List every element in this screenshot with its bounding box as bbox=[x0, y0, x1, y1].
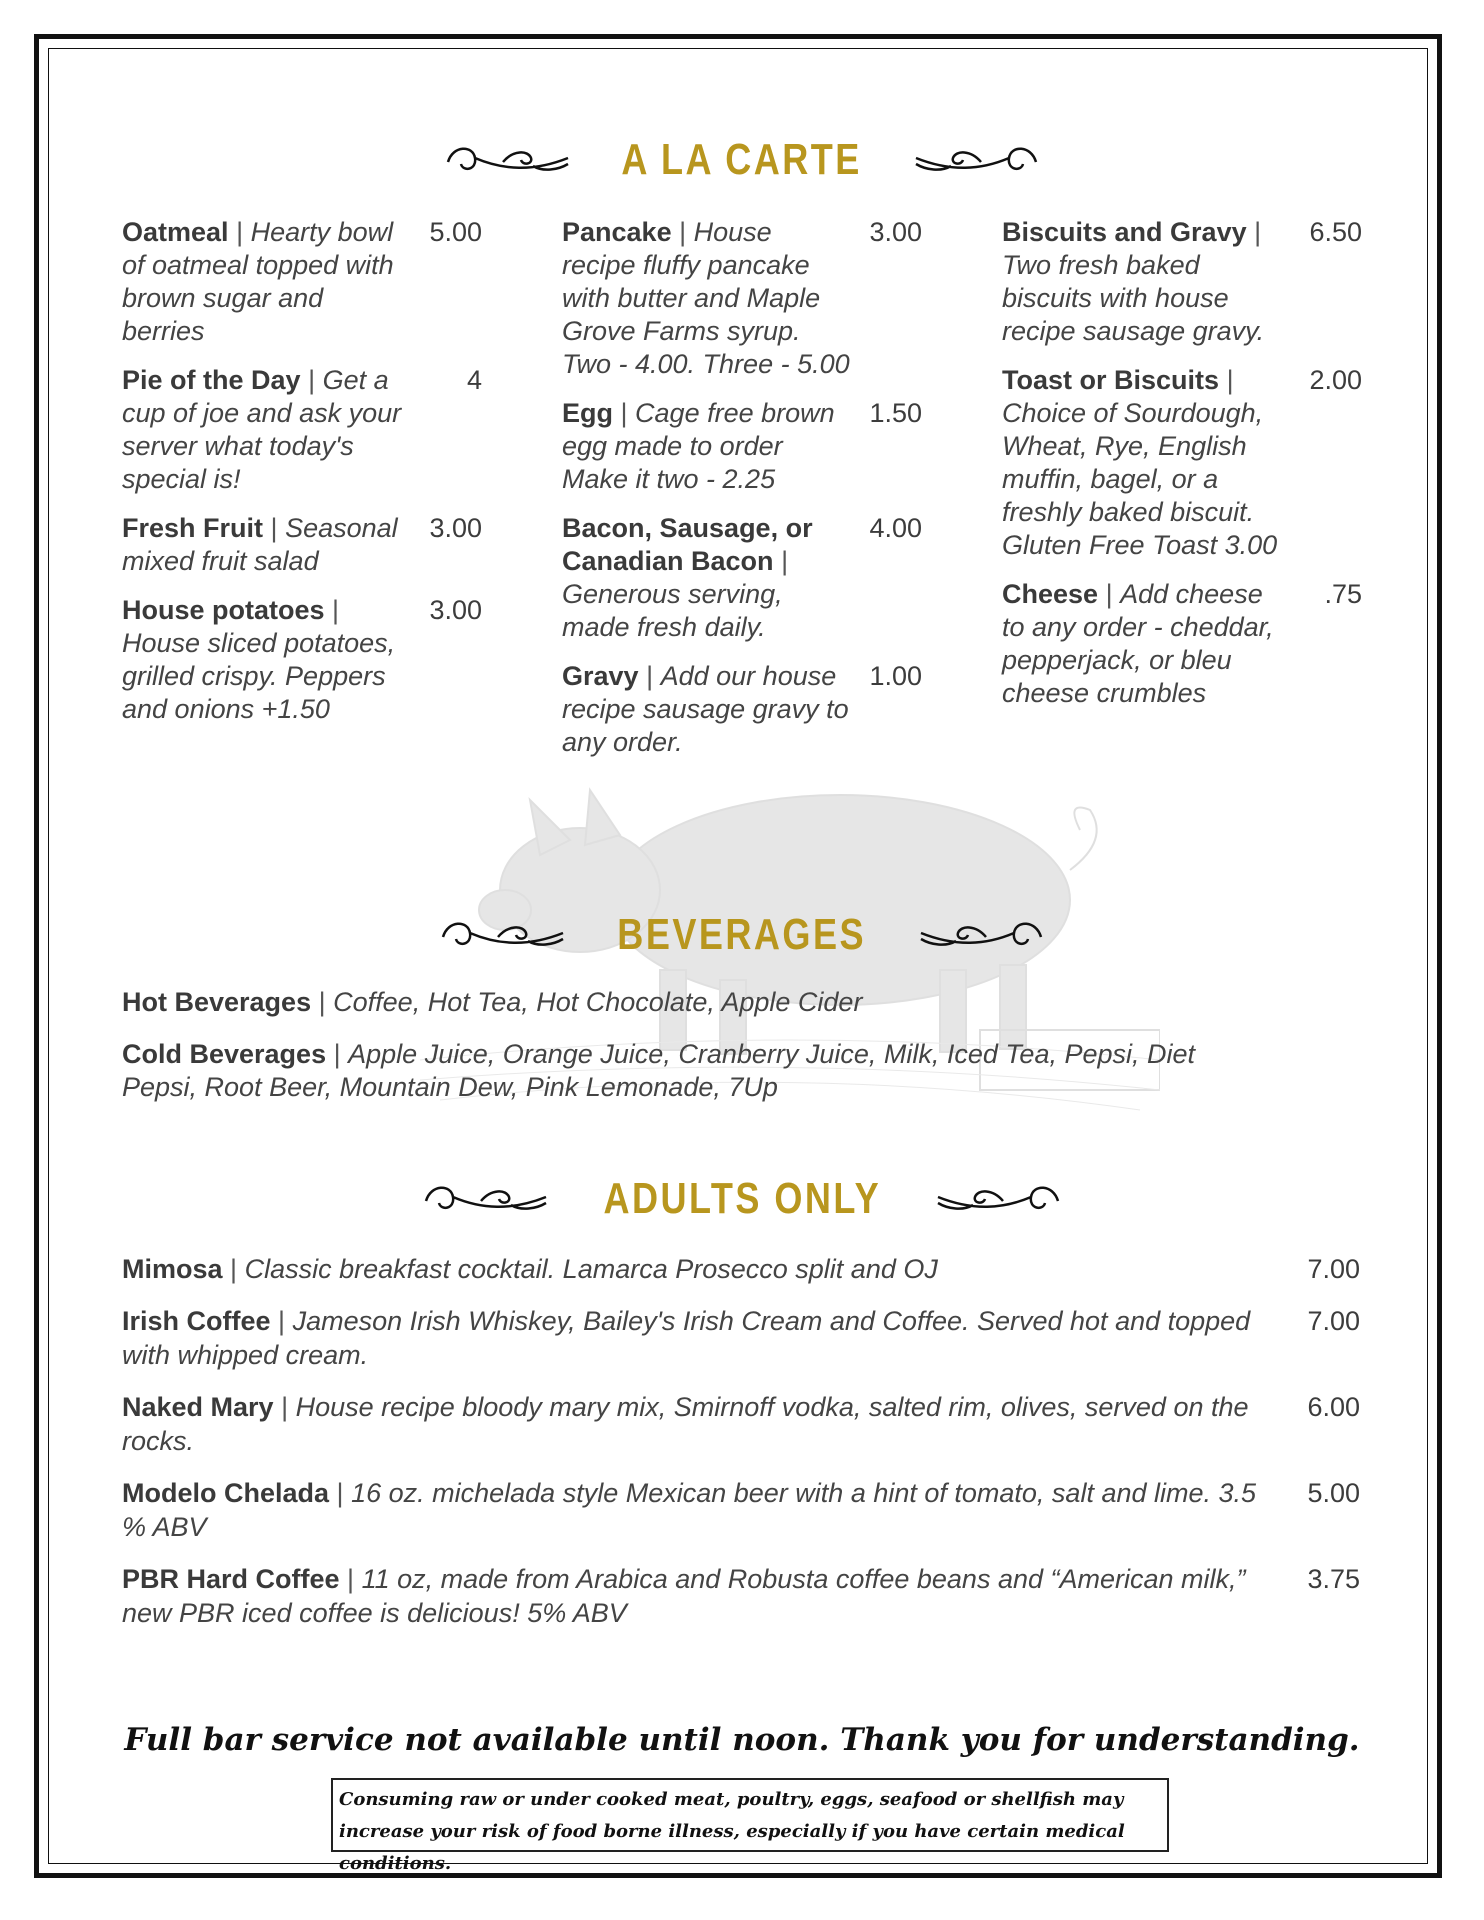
item-name: Irish Coffee bbox=[122, 1306, 271, 1336]
item-desc: Hearty bowl of oatmeal topped with brown sugar and berries bbox=[122, 217, 394, 346]
item-desc: 11 oz, made from Arabica and Robusta coffee beans and “American milk,” new PBR iced coffee is delicious! 5% ABV bbox=[122, 1564, 1246, 1628]
item-name: PBR Hard Coffee bbox=[122, 1564, 340, 1594]
item-desc: Coffee, Hot Tea, Hot Chocolate, Apple Cider bbox=[333, 987, 863, 1017]
flourish-right-icon bbox=[916, 915, 1046, 955]
item-name: Hot Beverages bbox=[122, 987, 312, 1017]
item-desc: Cage free brown egg made to order bbox=[562, 398, 835, 461]
flourish-left-icon bbox=[443, 140, 573, 180]
item-name: Toast or Biscuits bbox=[1002, 365, 1220, 395]
item-price: 6.50 bbox=[1309, 217, 1362, 247]
item-price: 5.00 bbox=[429, 217, 482, 247]
item-desc: Generous serving, made fresh daily. bbox=[562, 579, 783, 642]
menu-item: Mimosa | Classic breakfast cocktail. Lamarca Prosecco split and OJ 7.00 bbox=[122, 1254, 1360, 1284]
item-price: 2.00 bbox=[1309, 365, 1362, 395]
item-desc: Seasonal mixed fruit salad bbox=[122, 513, 398, 576]
adults-only-title: ADULTS ONLY bbox=[603, 1174, 881, 1223]
menu-item: Pancake | House recipe fluffy pancake with butter and Maple Grove Farms syrup. Two - 4.00. Three - 5.00 3.00 bbox=[562, 217, 922, 379]
item-desc: Get a cup of joe and ask your server what today's special is! bbox=[122, 365, 402, 494]
item-desc: Two fresh baked biscuits with house recipe sausage gravy. bbox=[1002, 250, 1265, 346]
item-price: 6.00 bbox=[1307, 1392, 1360, 1422]
item-desc-extra: Make it two - 2.25 bbox=[562, 464, 776, 494]
menu-item: Pie of the Day | Get a cup of joe and ask your server what today's special is! 4 bbox=[122, 365, 482, 494]
flourish-right-icon bbox=[933, 1179, 1063, 1219]
menu-item: Biscuits and Gravy | Two fresh baked biscuits with house recipe sausage gravy. 6.50 bbox=[1002, 217, 1362, 346]
item-price: 3.00 bbox=[429, 595, 482, 625]
beverages-title: BEVERAGES bbox=[617, 910, 867, 959]
bar-service-notice: Full bar service not available until noon. Thank you for understanding. bbox=[124, 1722, 1360, 1758]
menu-item: Irish Coffee | Jameson Irish Whiskey, Bailey's Irish Cream and Coffee. Served hot and topped with whipped cream. 7.00 bbox=[122, 1306, 1360, 1370]
item-name: Mimosa bbox=[122, 1254, 223, 1284]
item-price: 1.50 bbox=[869, 398, 922, 428]
item-price: 7.00 bbox=[1307, 1306, 1360, 1336]
item-price: 1.00 bbox=[869, 661, 922, 691]
item-name: Bacon, Sausage, or Canadian Bacon bbox=[562, 513, 813, 576]
flourish-right-icon bbox=[911, 140, 1041, 180]
item-price: .75 bbox=[1324, 579, 1362, 609]
a-la-carte-heading-row bbox=[0, 135, 1484, 185]
item-name: Pie of the Day bbox=[122, 365, 301, 395]
menu-item: Fresh Fruit | Seasonal mixed fruit salad 3.00 bbox=[122, 513, 482, 576]
item-desc: Jameson Irish Whiskey, Bailey's Irish Cream and Coffee. Served hot and topped with whipped cream. bbox=[122, 1306, 1251, 1370]
item-desc: Add our house recipe sausage gravy to any order. bbox=[562, 661, 849, 757]
beverages-heading-row bbox=[0, 910, 1484, 960]
menu-item: Egg | Cage free brown egg made to order Make it two - 2.25 1.50 bbox=[562, 398, 922, 494]
item-price: 7.00 bbox=[1307, 1254, 1360, 1284]
menu-item: Cheese | Add cheese to any order - cheddar, pepperjack, or bleu cheese crumbles .75 bbox=[1002, 579, 1362, 708]
menu-item: Modelo Chelada | 16 oz. michelada style Mexican beer with a hint of tomato, salt and lime. 3.5 % ABV 5.00 bbox=[122, 1478, 1360, 1542]
item-name: Cold Beverages bbox=[122, 1039, 327, 1069]
item-desc: House recipe fluffy pancake with butter and Maple Grove Farms syrup. Two - 4.00. Three - 5.00 bbox=[562, 217, 850, 379]
menu-item: House potatoes | House sliced potatoes, grilled crispy. Peppers and onions +1.50 3.00 bbox=[122, 595, 482, 724]
a-la-carte-column-1 bbox=[122, 216, 482, 742]
item-price: 5.00 bbox=[1307, 1478, 1360, 1508]
item-price: 3.75 bbox=[1307, 1564, 1360, 1594]
a-la-carte-column-2 bbox=[562, 216, 922, 775]
a-la-carte-column-3 bbox=[1002, 216, 1362, 726]
menu-item: PBR Hard Coffee | 11 oz, made from Arabica and Robusta coffee beans and “American milk,” new PBR iced coffee is delicious! 5% ABV 3.75 bbox=[122, 1564, 1360, 1628]
item-desc: House recipe bloody mary mix, Smirnoff vodka, salted rim, olives, served on the rocks. bbox=[122, 1392, 1249, 1456]
item-desc: Choice of Sourdough, Wheat, Rye, English muffin, bagel, or a freshly baked biscuit. Gluten Free Toast 3.00 bbox=[1002, 398, 1278, 560]
menu-item: Gravy | Add our house recipe sausage gravy to any order. 1.00 bbox=[562, 661, 922, 757]
item-name: Gravy bbox=[562, 661, 639, 691]
item-desc: 16 oz. michelada style Mexican beer with a hint of tomato, salt and lime. 3.5 % ABV bbox=[122, 1478, 1257, 1542]
item-price: 4.00 bbox=[869, 513, 922, 543]
a-la-carte-title: A LA CARTE bbox=[621, 135, 863, 184]
item-price: 3.00 bbox=[429, 513, 482, 543]
menu-item: Oatmeal | Hearty bowl of oatmeal topped with brown sugar and berries 5.00 bbox=[122, 217, 482, 346]
item-price: 3.00 bbox=[869, 217, 922, 247]
adults-only-list bbox=[122, 1252, 1360, 1648]
food-safety-warning: Consuming raw or under cooked meat, poultry, eggs, seafood or shellfish may increase your risk of food borne illness, especially if you have certain medical conditions. bbox=[331, 1778, 1169, 1852]
item-price: 4 bbox=[466, 365, 482, 395]
item-desc: House sliced potatoes, grilled crispy. Peppers and onions +1.50 bbox=[122, 628, 396, 724]
item-name: Biscuits and Gravy bbox=[1002, 217, 1247, 247]
cold-beverages: Cold Beverages | Apple Juice, Orange Juice, Cranberry Juice, Milk, Iced Tea, Pepsi, Diet Pepsi, Root Beer, Mountain Dew, Pink Lemonade, 7Up bbox=[122, 1039, 1196, 1102]
item-name: Cheese bbox=[1002, 579, 1099, 609]
item-name: Pancake bbox=[562, 217, 672, 247]
item-desc: Add cheese to any order - cheddar, pepperjack, or bleu cheese crumbles bbox=[1002, 579, 1274, 708]
item-name: Egg bbox=[562, 398, 613, 428]
item-name: House potatoes bbox=[122, 595, 325, 625]
adults-only-heading-row bbox=[0, 1174, 1484, 1224]
item-desc: Classic breakfast cocktail. Lamarca Prosecco split and OJ bbox=[244, 1254, 938, 1284]
menu-item: Bacon, Sausage, or Canadian Bacon | Generous serving, made fresh daily. 4.00 bbox=[562, 513, 922, 642]
item-name: Modelo Chelada bbox=[122, 1478, 330, 1508]
hot-beverages: Hot Beverages | Coffee, Hot Tea, Hot Chocolate, Apple Cider bbox=[122, 987, 863, 1017]
item-desc: Apple Juice, Orange Juice, Cranberry Juice, Milk, Iced Tea, Pepsi, Diet Pepsi, Root Beer, Mountain Dew, Pink Lemonade, 7Up bbox=[122, 1039, 1196, 1102]
menu-item: Toast or Biscuits | Choice of Sourdough, Wheat, Rye, English muffin, bagel, or a freshly baked biscuit. Gluten Free Toast 3.00 2.00 bbox=[1002, 365, 1362, 560]
item-name: Fresh Fruit bbox=[122, 513, 264, 543]
item-name: Oatmeal bbox=[122, 217, 229, 247]
item-name: Naked Mary bbox=[122, 1392, 274, 1422]
flourish-left-icon bbox=[438, 915, 568, 955]
flourish-left-icon bbox=[421, 1179, 551, 1219]
menu-item: Naked Mary | House recipe bloody mary mix, Smirnoff vodka, salted rim, olives, served on the rocks. 6.00 bbox=[122, 1392, 1360, 1456]
